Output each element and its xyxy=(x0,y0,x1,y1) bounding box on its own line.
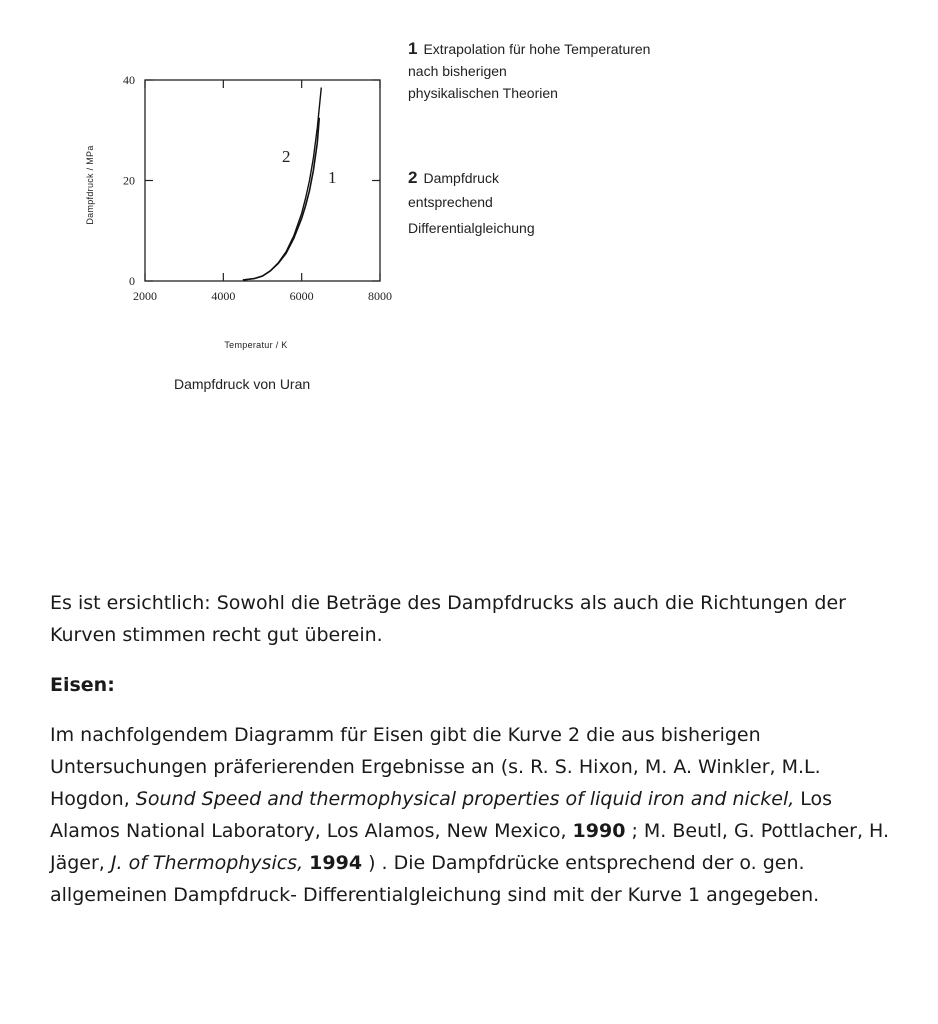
legend-item-2 xyxy=(408,165,535,239)
legend-line: Dampfdruck xyxy=(423,170,499,186)
legend-number-1: 1 xyxy=(408,39,418,58)
y-tick-label: 40 xyxy=(123,73,135,87)
text-run: Im nachfolgendem Diagramm für Eisen gibt die Kurve 2 die aus bisherigen Untersuchungen präferierenden Ergebnisse an (s. R. S. Hixon, M. A. Winkler, M.L. Hogdon, xyxy=(50,724,821,810)
x-tick-label: 2000 xyxy=(133,289,157,303)
series-line-1 xyxy=(243,118,319,280)
curves xyxy=(243,88,321,281)
x-tick-label: 4000 xyxy=(211,289,236,303)
x-tick-label: 8000 xyxy=(368,289,392,303)
legend-item-1 xyxy=(408,38,650,104)
y-tick-label: 20 xyxy=(123,173,135,188)
legend-line: Differentialgleichung xyxy=(408,220,535,236)
y-tick-label: 0 xyxy=(129,274,135,288)
vapor-pressure-chart xyxy=(0,0,420,360)
curve-label-1: 1 xyxy=(328,168,337,187)
axis-ticks xyxy=(123,73,392,303)
text-run: ; M. Beutl, G. Pottlacher, H. Jäger, xyxy=(50,820,890,874)
x-axis-label: Temperatur / K xyxy=(224,340,288,350)
series-line-2 xyxy=(243,88,321,281)
legend-line: physikalischen Theorien xyxy=(408,85,558,101)
body-text xyxy=(50,587,900,911)
paragraph-conclusion: Es ist ersichtlich: Sowohl die Beträge des Dampfdrucks als auch die Richtungen der Kurven stimmen recht gut überein. xyxy=(50,592,846,646)
chart-caption: Dampfdruck von Uran xyxy=(174,376,311,392)
plot-frame xyxy=(145,80,380,281)
curve-label-2: 2 xyxy=(282,147,291,166)
plot-border xyxy=(145,80,380,281)
text-run: ) . Die Dampfdrücke entsprechend der o. gen. allgemeinen Dampfdruck- Differentialgleichung sind mit der Kurve 1 angegeben. xyxy=(50,852,820,906)
x-tick-label: 6000 xyxy=(289,289,314,303)
legend-line: nach bisherigen xyxy=(408,63,507,79)
legend-line: Extrapolation für hohe Temperaturen xyxy=(423,41,651,57)
legend-number-2: 2 xyxy=(408,168,418,187)
section-heading-eisen: Eisen: xyxy=(50,674,115,696)
paragraph-iron xyxy=(50,719,900,911)
legend-line: entsprechend xyxy=(408,194,493,210)
text-run: Los Alamos National Laboratory, Los Alamos, New Mexico, xyxy=(50,788,833,842)
citation-title: Sound Speed and thermophysical properties of liquid iron and nickel, xyxy=(135,788,795,810)
citation-journal: J. of Thermophysics, xyxy=(110,852,304,874)
citation-year: 1994 xyxy=(309,852,363,874)
citation-year: 1990 xyxy=(572,820,626,842)
y-axis-label: Dampfdruck / MPa xyxy=(85,145,95,225)
